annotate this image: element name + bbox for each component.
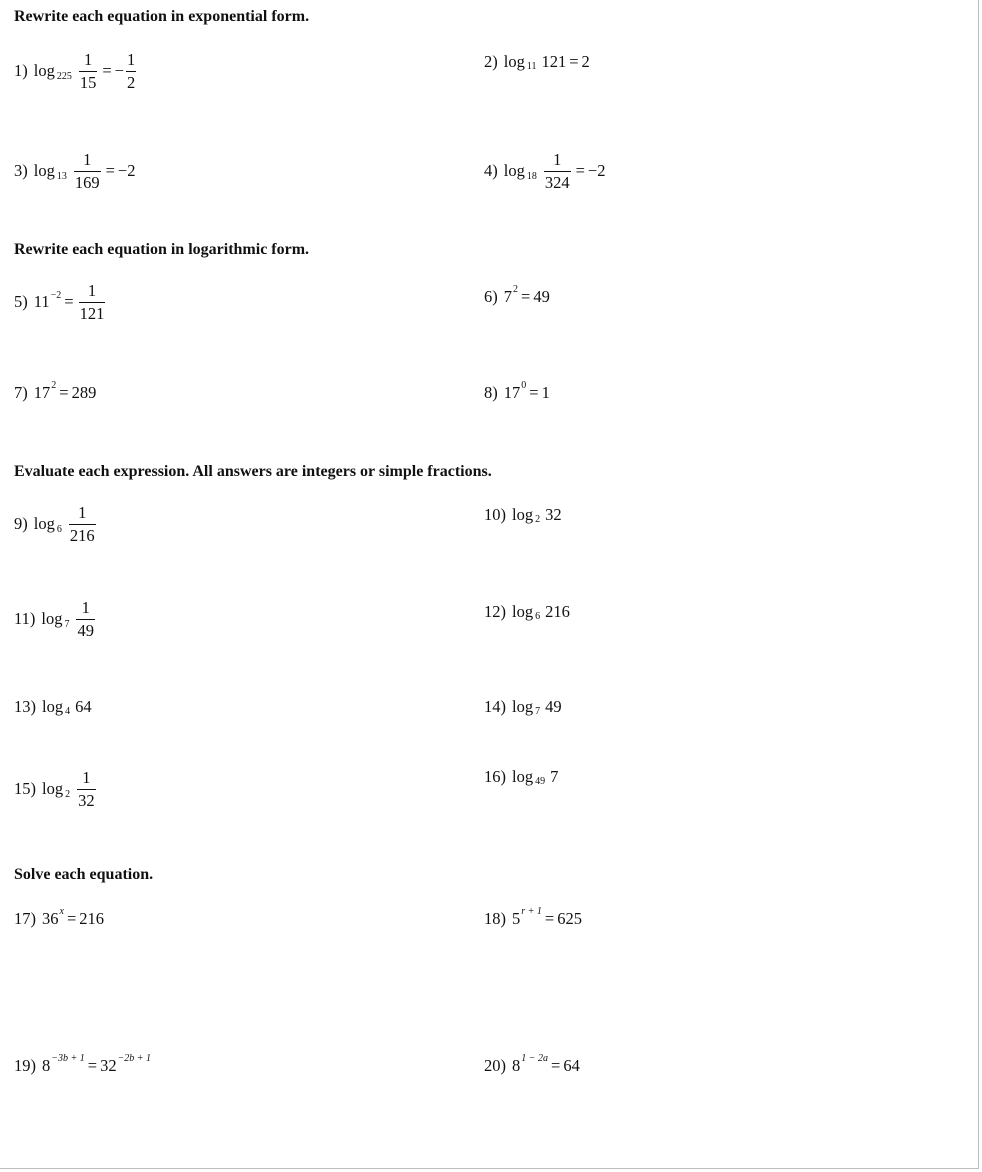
log-base: 4 [65, 706, 71, 718]
numerator: 1 [553, 150, 562, 169]
exponent: −2 [50, 289, 62, 301]
problem-number: 20) [484, 1056, 506, 1075]
problem-19 [14, 1053, 152, 1075]
problem-4 [484, 152, 605, 191]
log-base: 225 [56, 70, 72, 82]
exponent: x [59, 906, 64, 918]
exponent: 2 [513, 284, 518, 296]
equals-sign: = [529, 383, 539, 402]
denominator: 324 [544, 172, 570, 192]
problem-number: 12) [484, 602, 506, 621]
log-argument: 121 [541, 52, 567, 71]
rhs-value: 289 [71, 383, 97, 402]
exp-base: 11 [33, 292, 50, 312]
problem-2 [484, 54, 590, 71]
problem-number: 4) [484, 161, 498, 181]
fraction [77, 770, 96, 809]
numerator: 1 [126, 50, 136, 69]
log-text: log [512, 697, 534, 716]
problem-number: 13) [14, 697, 36, 716]
section-heading-evaluate: Evaluate each expression. All answers are integers or simple fractions. [14, 463, 492, 480]
log-base: 18 [526, 170, 537, 182]
problem-8 [484, 380, 550, 402]
denominator: 121 [79, 303, 105, 323]
log-base: 2 [65, 788, 71, 800]
exponent: 0 [521, 380, 527, 392]
log-argument: 32 [545, 505, 562, 524]
log-text: log [512, 602, 534, 621]
equals-sign: = [551, 1056, 561, 1075]
problem-number: 16) [484, 767, 506, 786]
problem-20 [484, 1053, 580, 1075]
log-text: log [33, 514, 55, 534]
problem-15 [14, 770, 98, 809]
rhs-value: 49 [533, 287, 550, 306]
exp-base: 7 [503, 287, 512, 306]
problem-number: 19) [14, 1056, 36, 1075]
problem-18 [484, 906, 582, 928]
problem-16 [484, 769, 558, 786]
log-base: 49 [535, 776, 546, 788]
log-text: log [42, 697, 64, 716]
exponent-right: −2b + 1 [117, 1053, 152, 1065]
problem-number: 14) [484, 697, 506, 716]
equals-sign: = [575, 161, 585, 181]
fraction [544, 152, 571, 191]
fraction [79, 52, 98, 91]
equals-sign: = [102, 61, 112, 81]
log-text: log [512, 767, 534, 786]
fraction [126, 52, 136, 91]
problem-number: 8) [484, 383, 498, 402]
problem-number: 5) [14, 292, 28, 312]
section-heading-solve: Solve each equation. [14, 866, 154, 883]
problem-number: 7) [14, 383, 28, 402]
problem-number: 11) [14, 609, 36, 629]
fraction [76, 600, 95, 639]
fraction [69, 505, 96, 544]
numerator: 1 [83, 150, 92, 169]
numerator: 1 [87, 281, 97, 300]
problem-number: 9) [14, 514, 28, 534]
log-base: 7 [64, 618, 70, 630]
log-argument: 7 [550, 767, 559, 786]
problem-1 [14, 52, 138, 91]
numerator: 1 [81, 598, 90, 617]
problem-number: 1) [14, 61, 28, 81]
equals-sign: = [59, 383, 69, 402]
problem-10 [484, 507, 562, 524]
problem-12 [484, 604, 570, 621]
exp-base: 17 [503, 383, 521, 402]
denominator: 15 [79, 72, 97, 92]
log-text: log [503, 52, 525, 71]
log-base: 13 [56, 170, 67, 182]
rhs-value: 216 [79, 909, 105, 928]
problem-11 [14, 600, 97, 639]
problem-9 [14, 505, 98, 544]
equals-sign: = [87, 1056, 98, 1075]
rhs-value: −2 [587, 161, 606, 181]
denominator: 49 [77, 620, 94, 640]
exponent: r + 1 [521, 906, 542, 918]
equals-sign: = [66, 909, 77, 928]
log-base: 2 [535, 514, 541, 526]
log-base: 7 [535, 706, 541, 718]
problem-17 [14, 906, 105, 928]
rhs-value: 1 [541, 383, 550, 402]
equals-sign: = [521, 287, 531, 306]
log-argument: 64 [75, 697, 92, 716]
log-base: 11 [526, 61, 537, 73]
problem-number: 10) [484, 505, 506, 524]
denominator: 32 [78, 790, 95, 810]
exp-base: 17 [33, 383, 51, 402]
rhs-value: 625 [557, 909, 582, 928]
exp-base: 8 [512, 1056, 521, 1075]
exponent: −3b + 1 [51, 1053, 85, 1065]
problem-number: 3) [14, 161, 28, 181]
denominator: 2 [126, 72, 136, 92]
problem-number: 18) [484, 909, 506, 928]
log-argument: 49 [545, 697, 562, 716]
log-text: log [33, 61, 55, 81]
rhs-value: 2 [581, 52, 590, 71]
log-text: log [503, 161, 525, 181]
log-text: log [41, 609, 63, 629]
section-heading-logarithmic: Rewrite each equation in logarithmic form. [14, 241, 310, 258]
problem-number: 15) [14, 779, 36, 799]
fraction [79, 283, 106, 322]
equals-sign: = [544, 909, 555, 928]
log-base: 6 [56, 523, 62, 535]
exponent: 1 − 2a [521, 1053, 548, 1065]
problem-6 [484, 284, 550, 306]
exp-base: 5 [512, 909, 521, 928]
equals-sign: = [569, 52, 579, 71]
fraction [74, 152, 101, 191]
exp-base: 36 [42, 909, 59, 928]
denominator: 216 [69, 525, 95, 545]
numerator: 1 [82, 768, 91, 787]
problem-5 [14, 283, 107, 322]
exp-base-right: 32 [100, 1056, 117, 1075]
exponent: 2 [51, 380, 57, 392]
problem-number: 2) [484, 52, 498, 71]
denominator: 169 [74, 172, 100, 192]
log-text: log [512, 505, 534, 524]
equals-sign: = [105, 161, 115, 181]
exp-base: 8 [42, 1056, 51, 1075]
log-text: log [42, 779, 64, 799]
rhs-value: −2 [117, 161, 136, 181]
rhs-value: 64 [563, 1056, 580, 1075]
problem-number: 6) [484, 287, 498, 306]
log-base: 6 [535, 611, 541, 623]
problem-14 [484, 699, 562, 716]
log-argument: 216 [545, 602, 570, 621]
log-text: log [33, 161, 55, 181]
problem-number: 17) [14, 909, 36, 928]
numerator: 1 [78, 503, 87, 522]
numerator: 1 [83, 50, 93, 69]
problem-3 [14, 152, 135, 191]
minus-sign: − [114, 61, 124, 81]
problem-7 [14, 380, 97, 402]
problem-13 [14, 699, 92, 716]
section-heading-exponential: Rewrite each equation in exponential form. [14, 8, 310, 25]
equals-sign: = [64, 292, 74, 312]
